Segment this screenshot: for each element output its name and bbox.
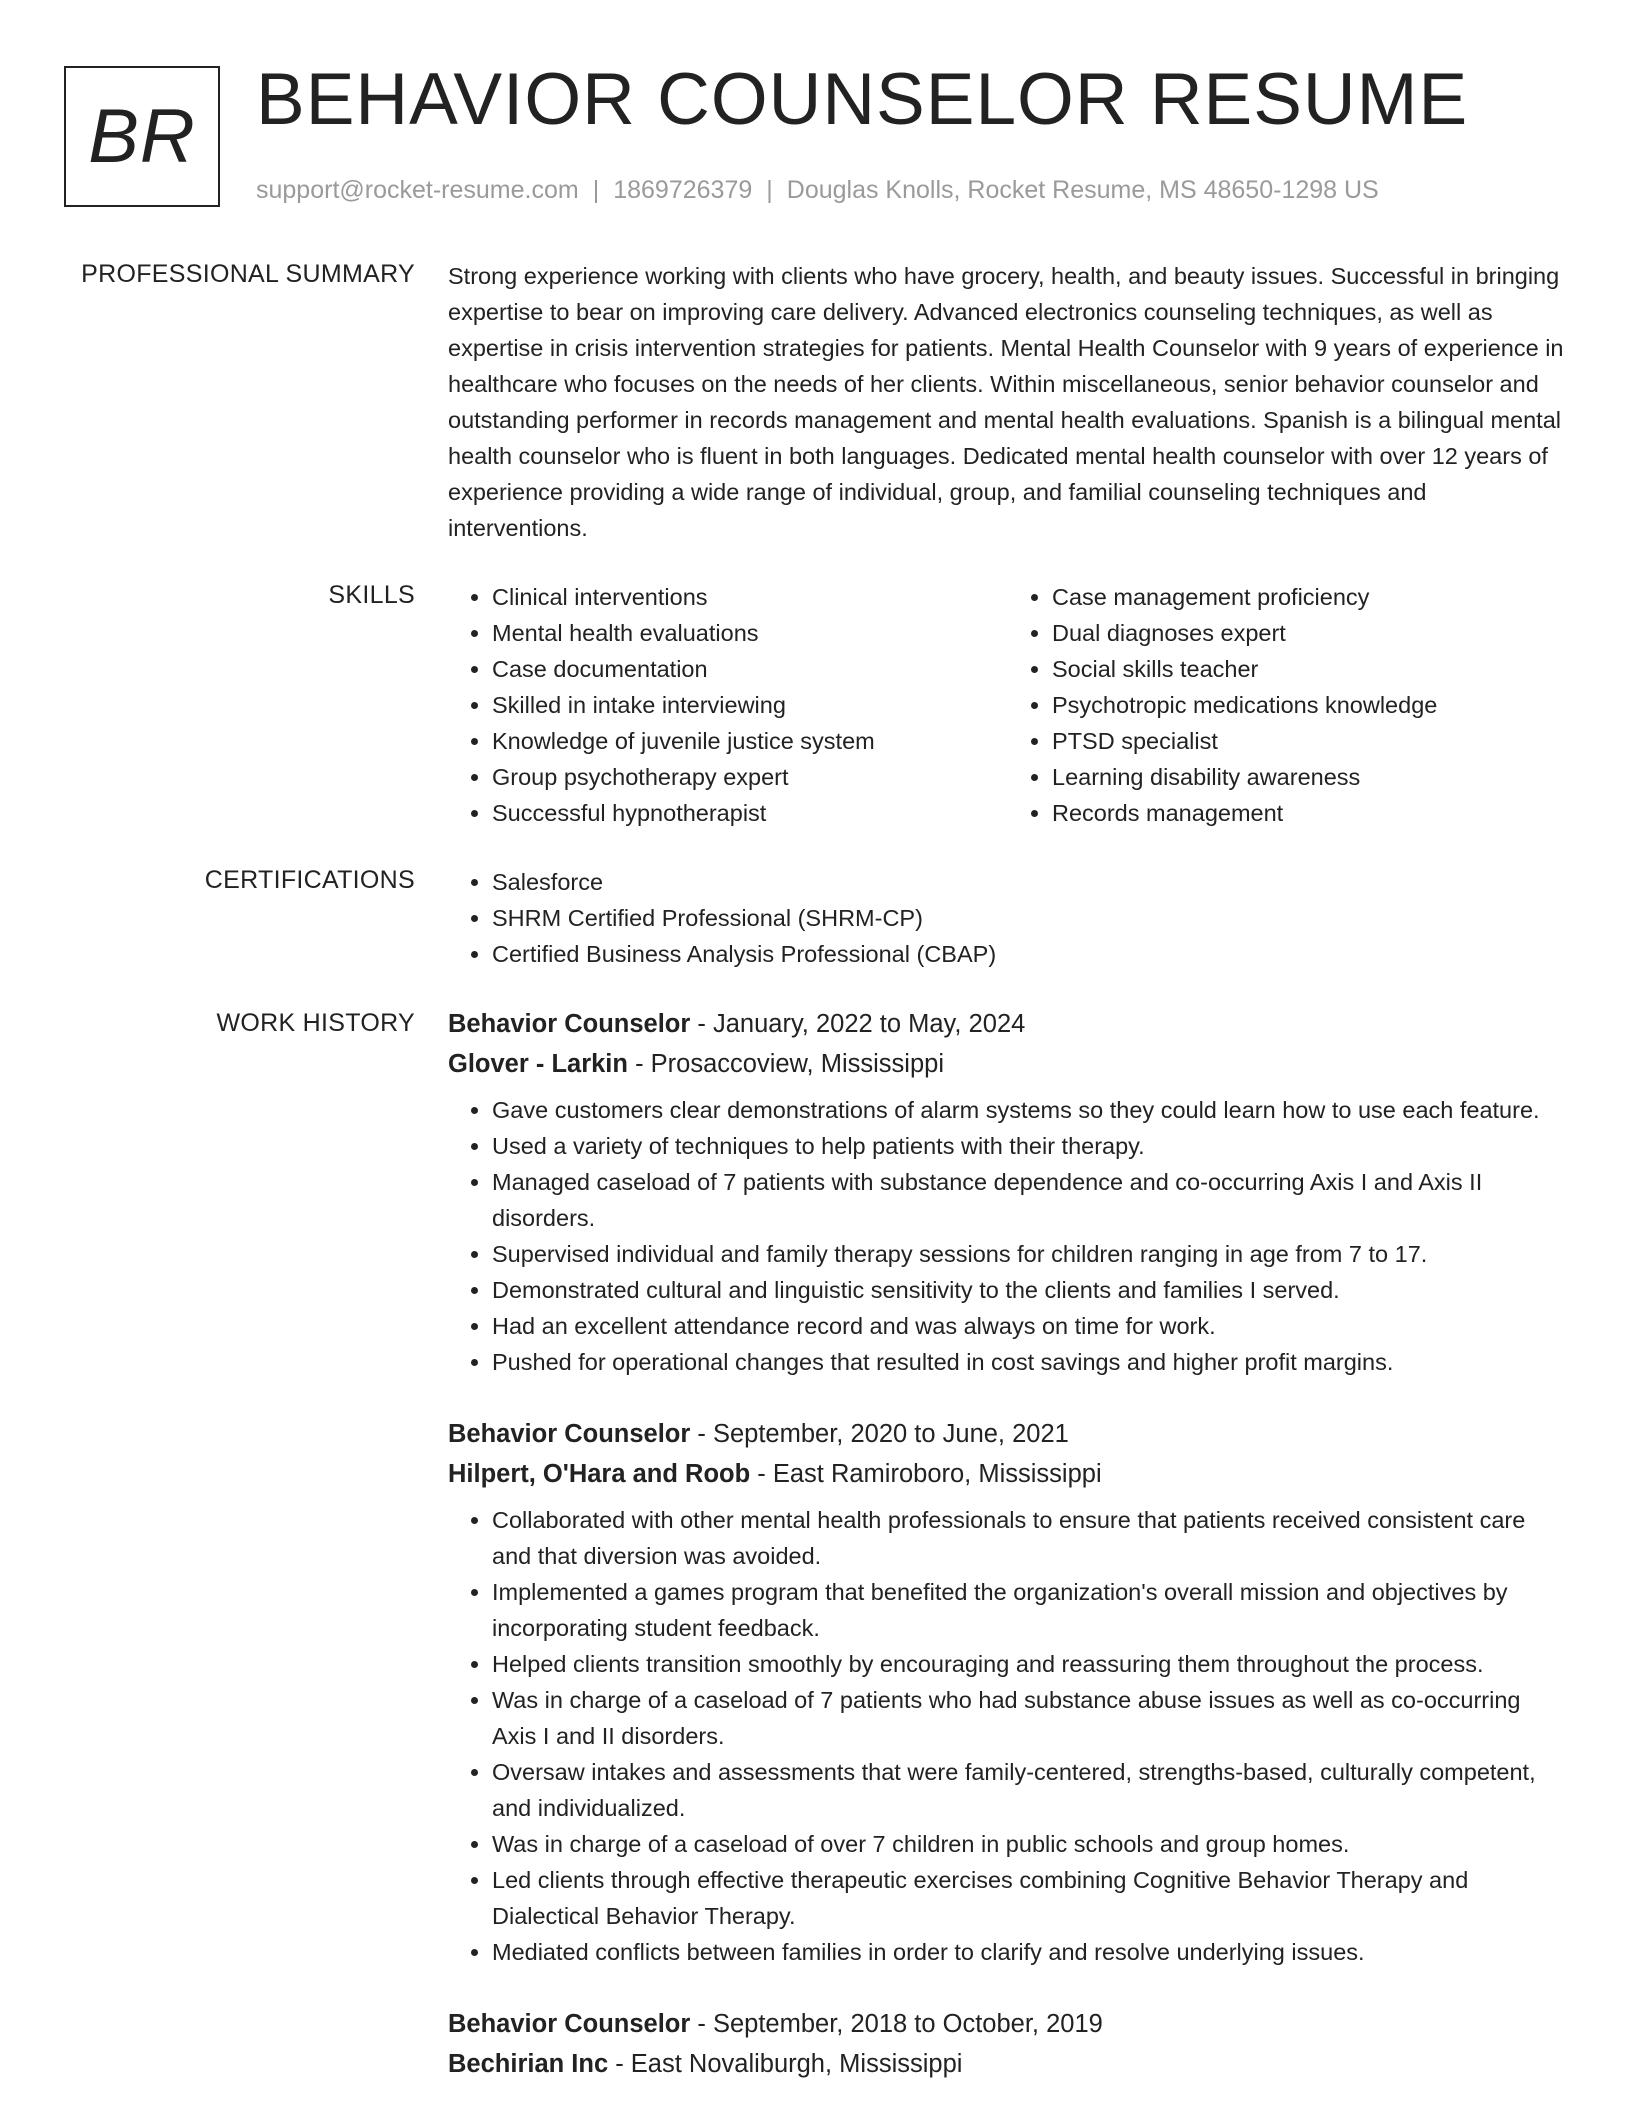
section-label-summary: PROFESSIONAL SUMMARY: [81, 260, 415, 288]
page-title: BEHAVIOR COUNSELOR RESUME: [256, 59, 1469, 140]
job-company: Glover - Larkin: [448, 1050, 628, 1078]
job-entry: [448, 1004, 1568, 1380]
skill-item: • Social skills teacher: [1052, 651, 1568, 687]
section-label-work-history: WORK HISTORY: [216, 1009, 415, 1037]
summary-text: Strong experience working with clients who have grocery, health, and beauty issues. Successful in bringing expertise to bear on improving care delivery. Advanced electronics counseling techniques, as well as expertise in crisis intervention strategies for patients. Mental Health Counselor with 9 years of experience in healthcare who focuses on the needs of her clients. Within miscellaneous, senior behavior counselor and outstanding performer in records management and mental health evaluations. Spanish is a bilingual mental health counselor who is fluent in both languages. Dedicated mental health counselor with over 12 years of experience providing a wide range of individual, group, and familial counseling techniques and interventions.: [448, 263, 1564, 541]
job-company: Bechirian Inc: [448, 2050, 609, 2078]
skills-list-right: [1008, 579, 1568, 831]
contact-email[interactable]: support@rocket-resume.com: [256, 176, 579, 204]
job-dates: - January, 2022 to May, 2024: [690, 1010, 1026, 1038]
job-entry: [448, 2004, 1568, 2084]
job-bullet: • Pushed for operational changes that resulted in cost savings and higher profit margins.: [492, 1344, 1568, 1380]
skill-item: • Case management proficiency: [1052, 579, 1568, 615]
job-bullet: • Used a variety of techniques to help patients with their therapy.: [492, 1128, 1568, 1164]
skill-item: • Successful hypnotherapist: [492, 795, 1008, 831]
section-label-certifications: CERTIFICATIONS: [204, 866, 415, 894]
job-bullet: • Had an excellent attendance record and was always on time for work.: [492, 1308, 1568, 1344]
job-bullets: [448, 1092, 1568, 1380]
job-bullet: • Demonstrated cultural and linguistic sensitivity to the clients and families I served.: [492, 1272, 1568, 1308]
contact-separator: |: [766, 176, 773, 204]
job-location: - East Novaliburgh, Mississippi: [608, 2050, 963, 2078]
job-bullets: [448, 1502, 1568, 1970]
job-title-line: [448, 2004, 1568, 2044]
skill-item: • Dual diagnoses expert: [1052, 615, 1568, 651]
job-company: Hilpert, O'Hara and Roob: [448, 1460, 751, 1488]
skill-item: • Mental health evaluations: [492, 615, 1008, 651]
skill-item: • Records management: [1052, 795, 1568, 831]
job-company-line: [448, 1044, 1568, 1084]
skill-item: • Learning disability awareness: [1052, 759, 1568, 795]
contact-phone[interactable]: 1869726379: [613, 176, 753, 204]
certification-item: • Certified Business Analysis Professional (CBAP): [492, 936, 1568, 972]
job-entry: [448, 1414, 1568, 1970]
job-dates: - September, 2018 to October, 2019: [690, 2010, 1103, 2038]
job-title: Behavior Counselor: [448, 2010, 691, 2038]
work-history-body: [448, 1004, 1568, 2118]
job-bullet: • Mediated conflicts between families in order to clarify and resolve underlying issues.: [492, 1934, 1568, 1970]
job-bullet: • Oversaw intakes and assessments that were family-centered, strengths-based, culturally competent, and individualized.: [492, 1754, 1568, 1826]
job-company-line: [448, 1454, 1568, 1494]
skills-list-left: [448, 579, 1008, 831]
job-location: - East Ramiroboro, Mississippi: [750, 1460, 1102, 1488]
skill-item: • PTSD specialist: [1052, 723, 1568, 759]
job-dates: - September, 2020 to June, 2021: [690, 1420, 1069, 1448]
job-bullet: • Helped clients transition smoothly by encouraging and reassuring them throughout the process.: [492, 1646, 1568, 1682]
job-title: Behavior Counselor: [448, 1010, 691, 1038]
certifications-list: [448, 864, 1568, 972]
skill-item: • Clinical interventions: [492, 579, 1008, 615]
certifications-body: [448, 864, 1568, 972]
job-bullet: • Managed caseload of 7 patients with substance dependence and co-occurring Axis I and Axis II disorders.: [492, 1164, 1568, 1236]
job-bullet: • Was in charge of a caseload of over 7 children in public schools and group homes.: [492, 1826, 1568, 1862]
contact-address: Douglas Knolls, Rocket Resume, MS 48650-1298 US: [786, 176, 1379, 204]
certification-item: • SHRM Certified Professional (SHRM-CP): [492, 900, 1568, 936]
skill-item: • Psychotropic medications knowledge: [1052, 687, 1568, 723]
job-bullet: • Was in charge of a caseload of 7 patients who had substance abuse issues as well as co-occurring Axis I and II disorders.: [492, 1682, 1568, 1754]
contact-line: [256, 176, 1379, 205]
job-bullet: • Collaborated with other mental health professionals to ensure that patients received consistent care and that diversion was avoided.: [492, 1502, 1568, 1574]
job-location: - Prosaccoview, Mississippi: [627, 1050, 944, 1078]
certification-item: • Salesforce: [492, 864, 1568, 900]
skill-item: • Case documentation: [492, 651, 1008, 687]
job-bullet: • Implemented a games program that benefited the organization's overall mission and objectives by incorporating student feedback.: [492, 1574, 1568, 1646]
section-label-skills: SKILLS: [328, 581, 415, 609]
skills-body: [448, 579, 1568, 831]
skill-item: • Group psychotherapy expert: [492, 759, 1008, 795]
skill-item: • Knowledge of juvenile justice system: [492, 723, 1008, 759]
job-title: Behavior Counselor: [448, 1420, 691, 1448]
contact-separator: |: [592, 176, 600, 204]
monogram-logo: BR: [64, 66, 220, 207]
job-title-line: [448, 1414, 1568, 1454]
summary-body: [448, 258, 1568, 546]
job-bullet: • Gave customers clear demonstrations of alarm systems so they could learn how to use each feature.: [492, 1092, 1568, 1128]
job-company-line: [448, 2044, 1568, 2084]
job-bullet: • Supervised individual and family therapy sessions for children ranging in age from 7 to 17.: [492, 1236, 1568, 1272]
skill-item: • Skilled in intake interviewing: [492, 687, 1008, 723]
job-bullet: • Led clients through effective therapeutic exercises combining Cognitive Behavior Therapy and Dialectical Behavior Therapy.: [492, 1862, 1568, 1934]
job-title-line: [448, 1004, 1568, 1044]
